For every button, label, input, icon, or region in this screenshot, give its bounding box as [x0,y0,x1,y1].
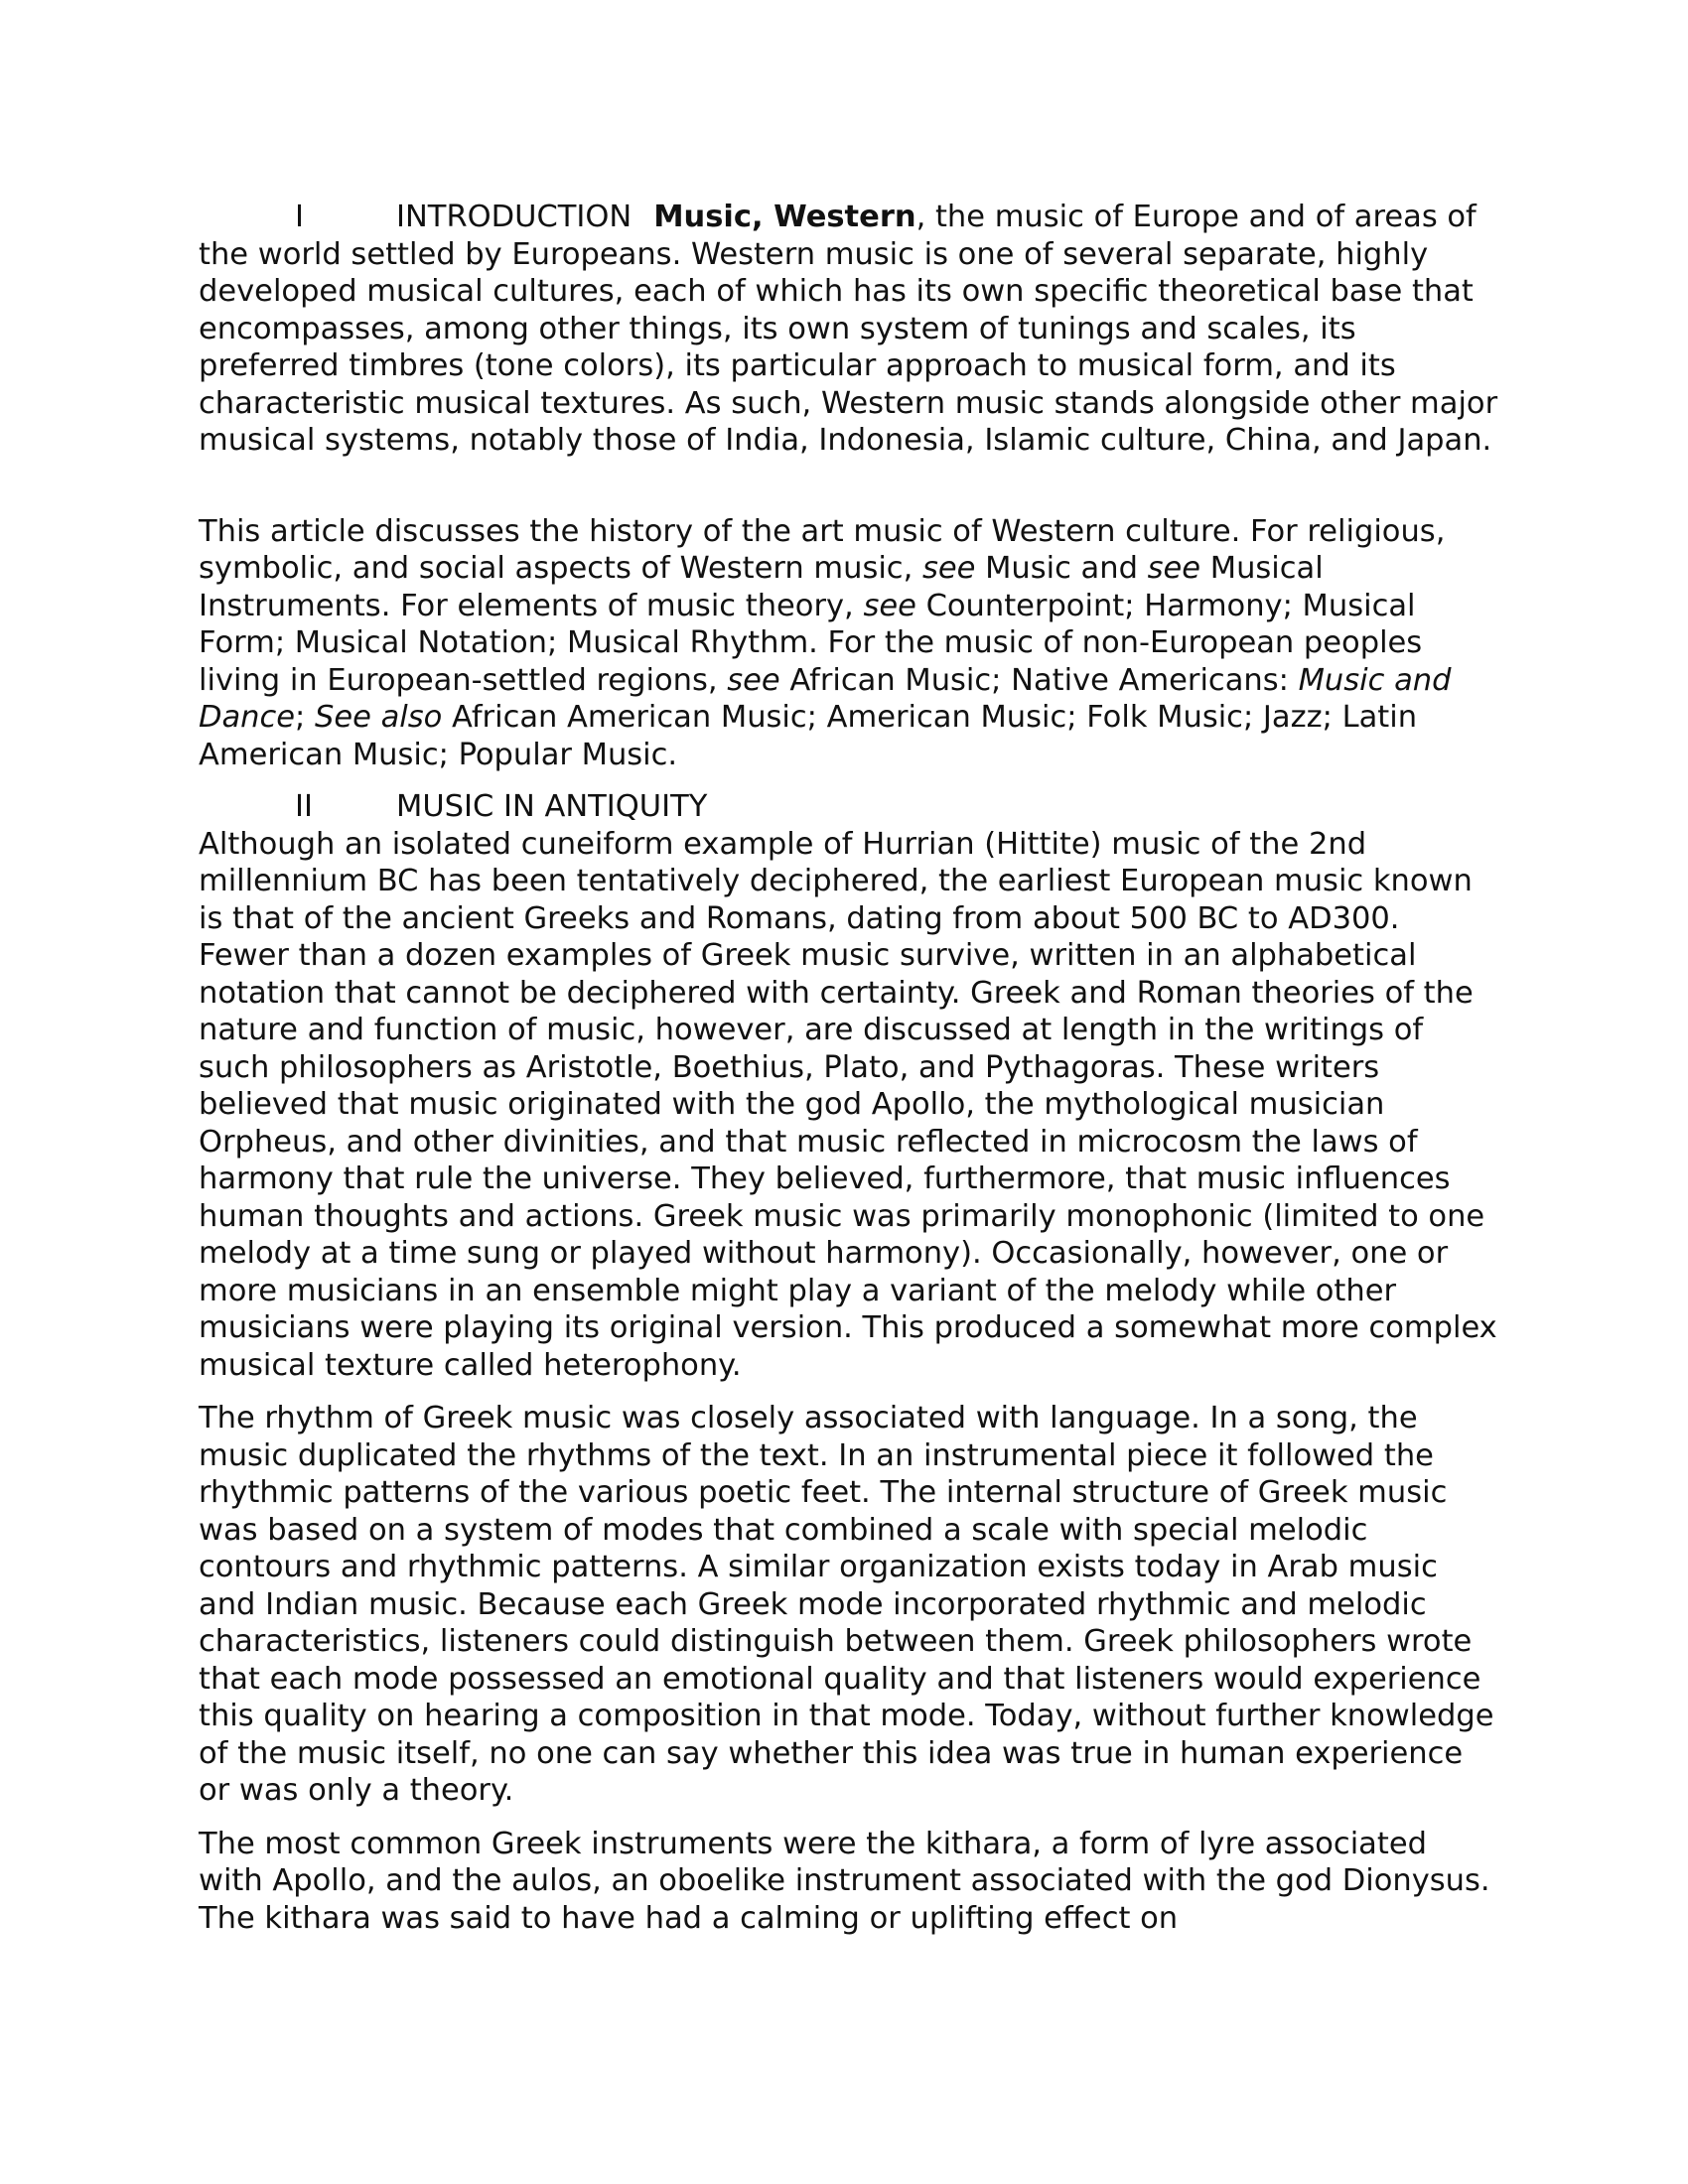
article-term: Music, Western [653,200,916,234]
intro-paragraph [199,199,1499,460]
intro-text: , the music of Europe and of areas of the world settled by Europeans. Western music is one of several separate, highly developed musical cultures, each of which has its own specific theoretical base that encompasses, among other things, its own system of tunings and scales, its preferred timbres (tone colors), its particular approach to musical form, and its characteristic musical textures. As such, Western music stands alongside other major musical systems, notably those of India, Indonesia, Islamic culture, China, and Japan. [199,200,1498,458]
see-reference: see [1147,551,1201,586]
section-heading-antiquity [199,788,1499,826]
section-number: II [295,789,313,824]
scope-text: ; [295,700,316,735]
scope-paragraph [199,513,1499,774]
scope-text: Music and [975,551,1148,586]
see-reference: see [727,662,780,698]
see-reference: see [921,551,976,586]
section-title: MUSIC IN ANTIQUITY [396,789,708,824]
section-number: I [295,200,304,234]
see-reference: see [863,588,916,623]
scope-text: This article discusses the history of the art music of Western culture. For religious, symbolic, and social aspects of Western music, [199,513,1446,586]
antiquity-paragraph-3: The most common Greek instruments were the kithara, a form of lyre associated with Apollo, and the aulos, an oboelike instrument associated with the god Dionysus. The kithara was said to have had a calming or uplifting effect on [199,1826,1490,1936]
scope-text: African Music; Native Americans: [779,662,1299,698]
scope-text: Musical Instruments. For elements of music theory, [199,551,1324,623]
antiquity-paragraph-2: The rhythm of Greek music was closely associated with language. In a song, the music duplicated the rhythms of the text. In an instrumental piece it followed the rhythmic patterns of the various poetic feet. The internal structure of Greek music was based on a system of modes that combined a scale with special melodic contours and rhythmic patterns. A similar organization exists today in Arab music and Indian music. Because each Greek mode incorporated rhythmic and melodic characteristics, listeners could distinguish between them. Greek philosophers wrote that each mode possessed an emotional quality and that listeners would experience this quality on hearing a composition in that mode. Today, without further knowledge of the music itself, no one can say whether this idea was true in human experience or was only a theory. [199,1401,1494,1808]
see-also-reference: See also [315,700,443,735]
italic-reference: Music and Dance [199,662,1452,735]
antiquity-paragraph-1: Although an isolated cuneiform example of Hurrian (Hittite) music of the 2nd millennium BC has been tentatively deciphered, the earliest European music known is that of the ancient Greeks and Romans, dating from about 500 BC to AD300. Fewer than a dozen examples of Greek music survive, written in an alphabetical notation that cannot be deciphered with certainty. Greek and Roman theories of the nature and function of music, however, are discussed at length in the writings of such philosophers as Aristotle, Boethius, Plato, and Pythagoras. These writers believed that music originated with the god Apollo, the mythological musician Orpheus, and other divinities, and that music reflected in microcosm the laws of harmony that rule the universe. They believed, furthermore, that music influences human thoughts and actions. Greek music was primarily monophonic (limited to one melody at a time sung or played without harmony). Occasionally, however, one or more musicians in an ensemble might play a variant of the melody while other musicians were playing its original version. This produced a somewhat more complex musical texture called heterophony. [199,826,1497,1383]
scope-text: Counterpoint; Harmony; Musical Form; Musical Notation; Musical Rhythm. For the music of non-European peoples living in European-settled regions, [199,588,1423,698]
document-body [199,199,1499,1937]
section-title: INTRODUCTION [396,200,633,234]
scope-text: African American Music; American Music; Folk Music; Jazz; Latin American Music; Popular Music. [199,700,1418,772]
